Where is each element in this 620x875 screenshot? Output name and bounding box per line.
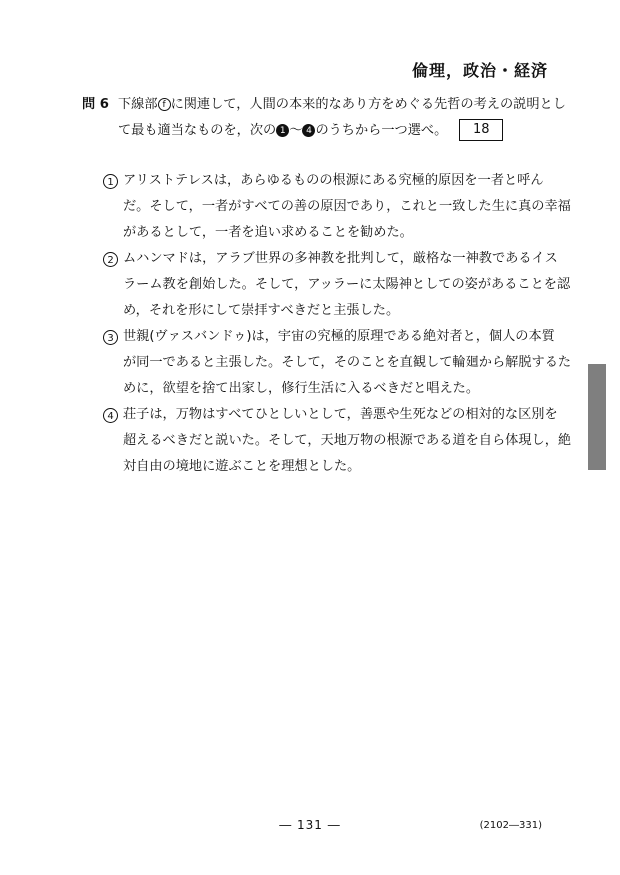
option-4-line-2: 超えるべきだと説いた。そして，天地万物の根源である道を自ら体現し，絶	[123, 433, 572, 448]
question-number: 問 6	[82, 97, 109, 112]
range-end-mark: 4	[302, 124, 315, 137]
option-2-line-3: め，それを形にして崇拝すべきだと主張した。	[123, 303, 400, 318]
subject-header: 倫理，政治・経済	[411, 61, 548, 80]
option-1-line-1: アリストテレスは，あらゆるものの根源にある究極的原因を一者と呼ん	[123, 173, 544, 188]
option-1-line-3: があるとして，一者を追い求めることを勧めた。	[123, 225, 413, 240]
option-1-line-2: だ。そして，一者がすべての善の原因であり，これと一致した生に真の幸福	[123, 199, 571, 214]
question-line-1	[82, 92, 566, 118]
option-4-line-1: 荘子は，万物はすべてひとしいとして，善悪や生死などの相対的な区別を	[123, 407, 558, 422]
page-number: ― 131 ―	[279, 818, 341, 832]
option-2-line-2: ラーム教を創始した。そして，アッラーに太陽神としての姿があることを認	[123, 277, 571, 292]
range-separator: ～	[289, 123, 303, 138]
option-number-4: 4	[103, 408, 118, 423]
question-text-1b: に関連して，人間の本来的なあり方をめぐる先哲の考えの説明とし	[170, 97, 566, 112]
option-4	[103, 402, 572, 480]
option-number-3: 3	[103, 330, 118, 345]
option-3-line-2: が同一であると主張した。そして，そのことを直観して輪廻から解脱するた	[123, 355, 572, 370]
option-4-line-3: 対自由の境地に遊ぶことを理想とした。	[123, 459, 361, 474]
range-start-mark: 1	[276, 124, 289, 137]
option-number-2: 2	[103, 252, 118, 267]
question-line-2	[82, 118, 552, 144]
section-side-tab	[588, 364, 606, 470]
question-text-2a: て最も適当なものを，次の	[118, 123, 277, 138]
option-number-1: 1	[103, 174, 118, 189]
option-1	[103, 168, 571, 246]
option-3-line-1: 世親(ヴァスバンドゥ)は，宇宙の究極的原理である絶対者と，個人の本質	[123, 329, 555, 344]
question-block	[82, 92, 566, 144]
exam-code: (2102―331)	[479, 820, 542, 831]
option-2-line-1: ムハンマドは，アラブ世界の多神教を批判して，厳格な一神教であるイス	[123, 251, 558, 266]
question-text-2b: のうちから一つ選べ。	[315, 123, 448, 138]
options-list	[103, 168, 572, 480]
answer-number-box: 18	[459, 119, 503, 141]
underline-ref-mark: f	[158, 98, 171, 111]
option-2	[103, 246, 571, 324]
option-3	[103, 324, 572, 402]
question-text-1a: 下線部	[118, 97, 158, 112]
option-3-line-3: めに，欲望を捨て出家し，修行生活に入るべきだと唱えた。	[123, 381, 480, 396]
